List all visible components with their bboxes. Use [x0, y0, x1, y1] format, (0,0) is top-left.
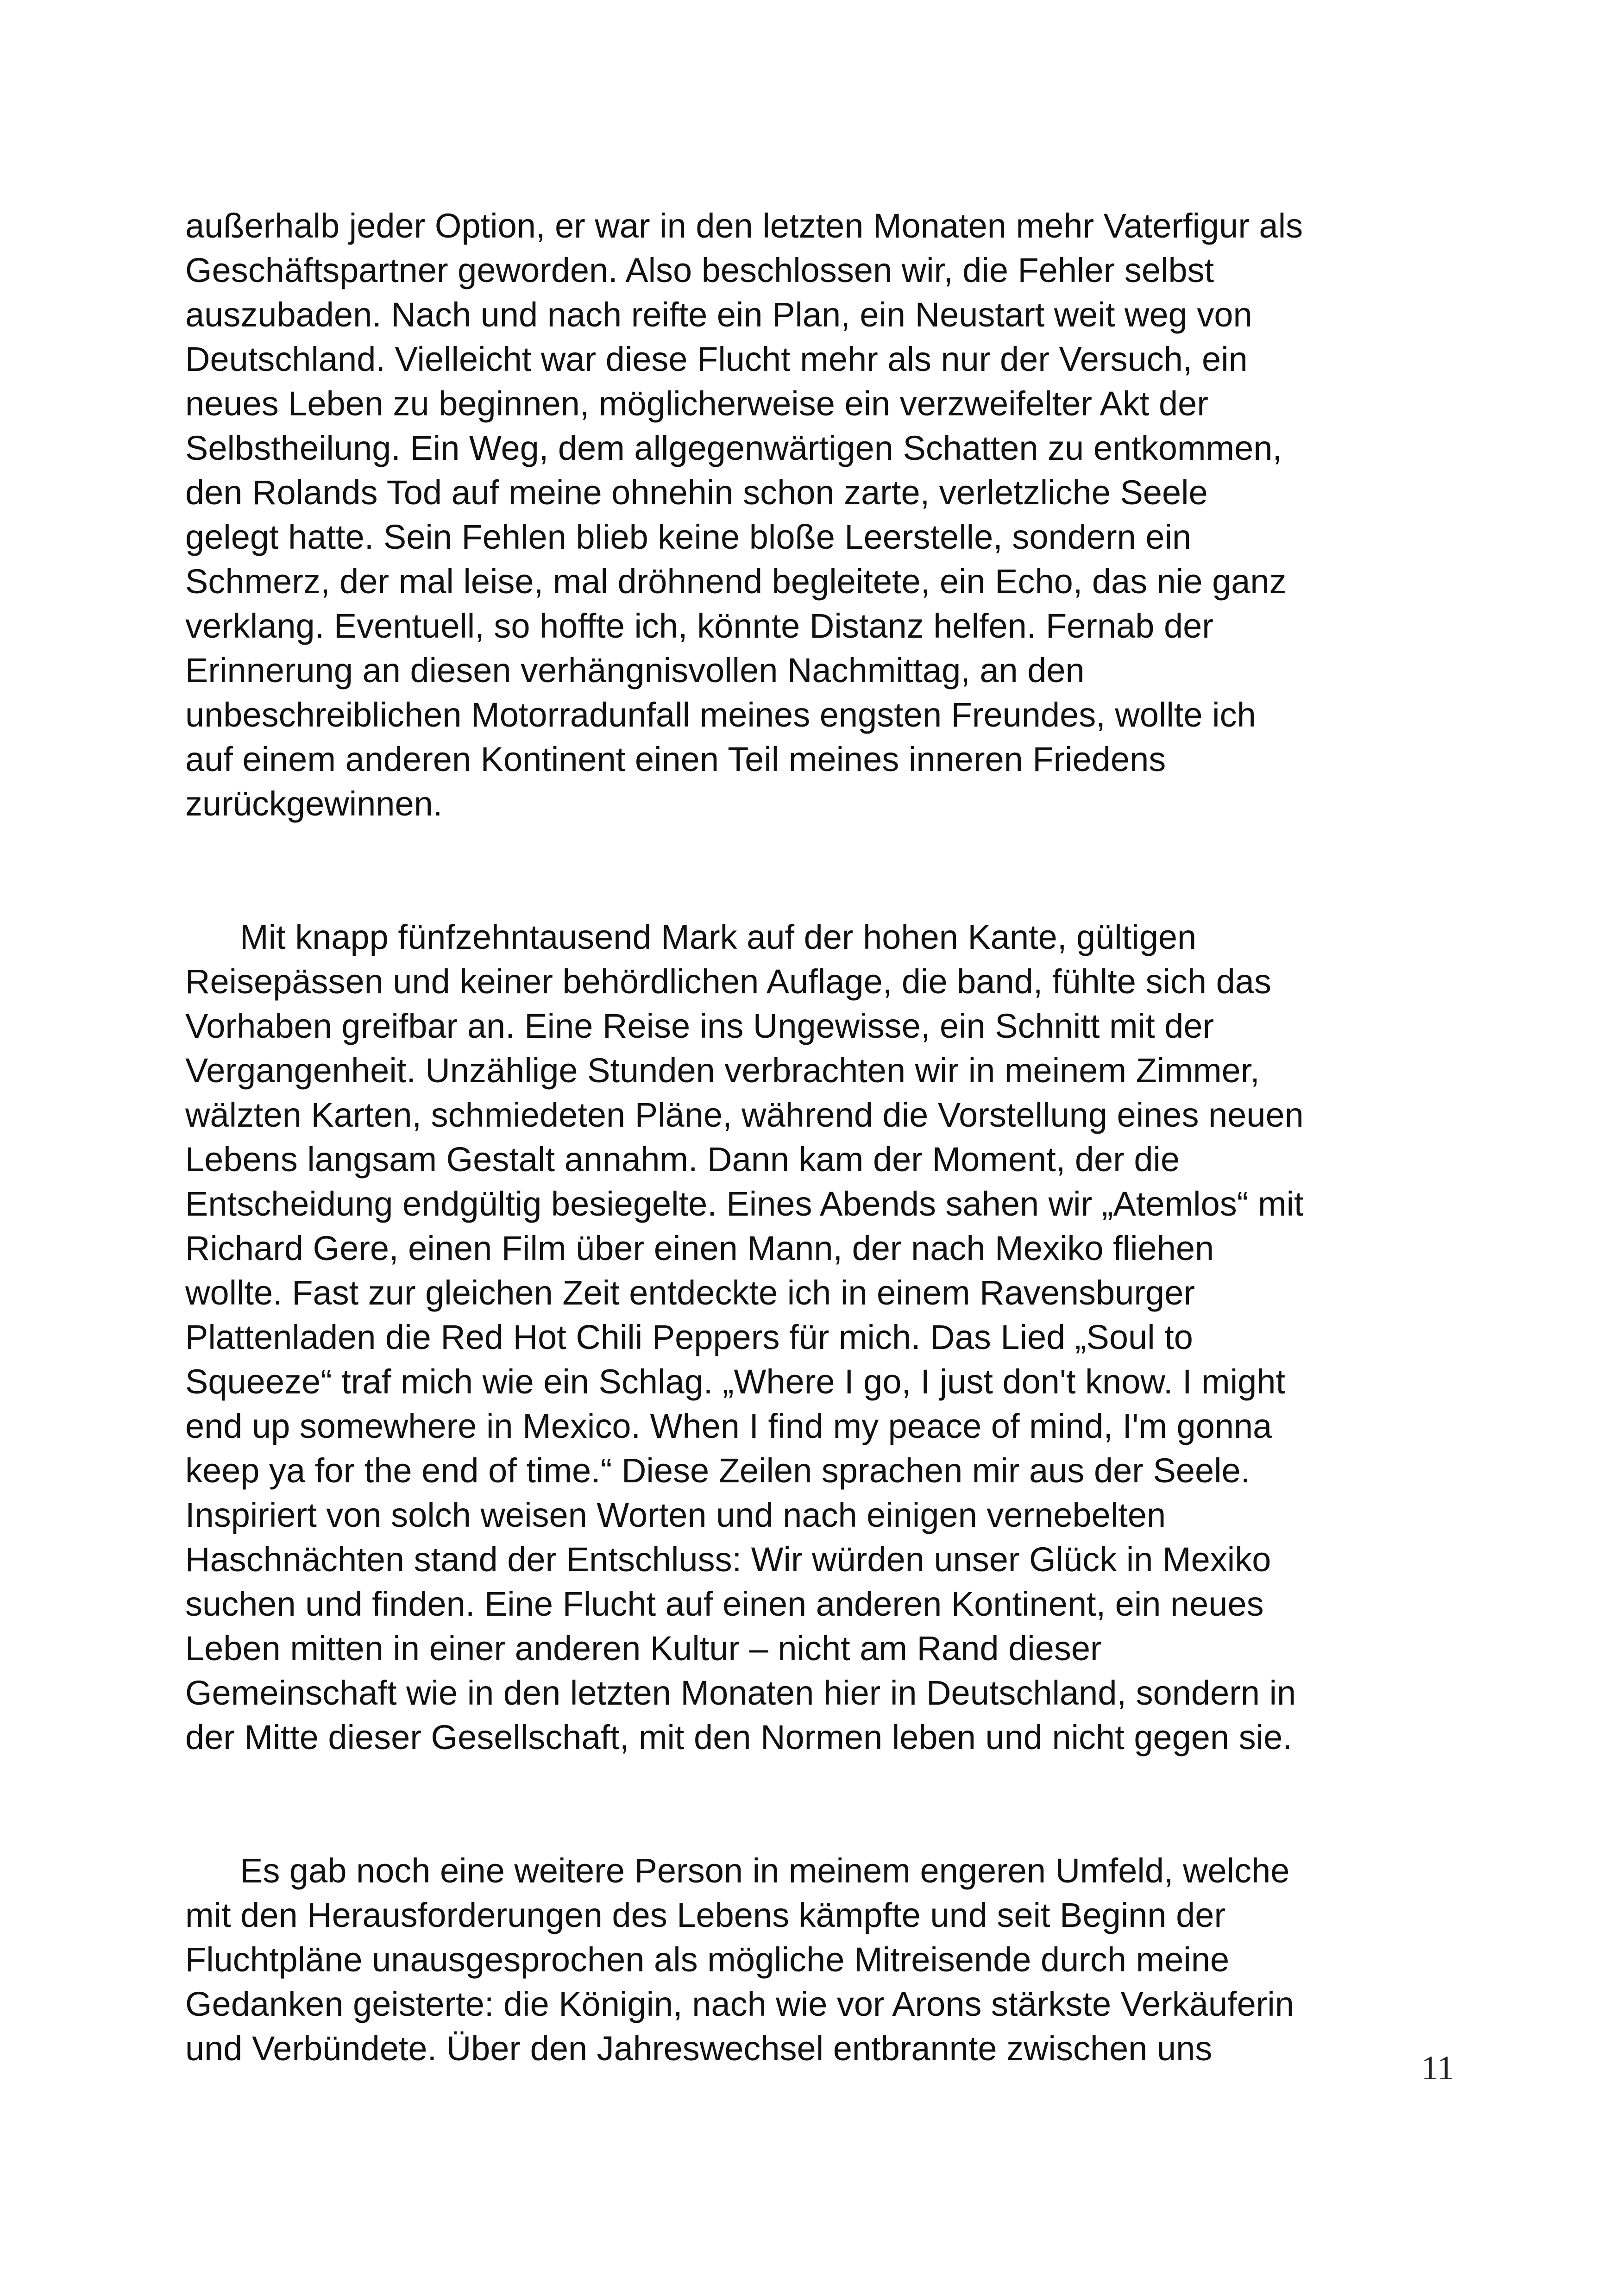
text-line: Vergangenheit. Unzählige Stunden verbrachten wir in meinem Zimmer, [185, 1051, 1260, 1090]
text-line: Reisepässen und keiner behördlichen Auflage, die band, fühlte sich das [185, 962, 1271, 1001]
text-line: Plattenladen die Red Hot Chili Peppers für mich. Das Lied „Soul to [185, 1318, 1193, 1356]
text-line: Haschnächten stand der Entschluss: Wir würden unser Glück in Mexiko [185, 1540, 1271, 1579]
text-line: Vorhaben greifbar an. Eine Reise ins Ungewisse, ein Schnitt mit der [185, 1007, 1214, 1045]
text-line: wollte. Fast zur gleichen Zeit entdeckte ich in einem Ravensburger [185, 1273, 1195, 1312]
text-line: der Mitte dieser Gesellschaft, mit den Normen leben und nicht gegen sie. [185, 1718, 1292, 1757]
text-line: wälzten Karten, schmiedeten Pläne, während die Vorstellung eines neuen [185, 1096, 1304, 1134]
text-line: unbeschreiblichen Motorradunfall meines engsten Freundes, wollte ich [185, 696, 1256, 734]
text-line: auf einem anderen Kontinent einen Teil meines inneren Friedens [185, 740, 1166, 778]
text-line: Gemeinschaft wie in den letzten Monaten hier in Deutschland, sondern in [185, 1674, 1296, 1712]
text-line: Schmerz, der mal leise, mal dröhnend begleitete, ein Echo, das nie ganz [185, 562, 1287, 601]
text-line: Gedanken geisterte: die Königin, nach wie vor Arons stärkste Verkäuferin [185, 1985, 1294, 2023]
text-line: neues Leben zu beginnen, möglicherweise ein verzweifelter Akt der [185, 384, 1208, 423]
text-line: auszubaden. Nach und nach reifte ein Plan, ein Neustart weit weg von [185, 295, 1252, 334]
text-line: Es gab noch eine weitere Person in meinem engeren Umfeld, welche [240, 1851, 1290, 1890]
text-line: end up somewhere in Mexico. When I find my peace of mind, I'm gonna [185, 1407, 1272, 1445]
text-line: Deutschland. Vielleicht war diese Flucht mehr als nur der Versuch, ein [185, 340, 1248, 378]
paragraph [185, 1849, 1464, 2071]
page-number: 11 [1421, 2049, 1454, 2087]
text-line: Leben mitten in einer anderen Kultur – nicht am Rand dieser [185, 1629, 1102, 1668]
text-line: außerhalb jeder Option, er war in den letzten Monaten mehr Vaterfigur als [185, 207, 1303, 245]
text-line: Squeeze“ traf mich wie ein Schlag. „Where I go, I just don't know. I might [185, 1362, 1286, 1401]
paragraph [185, 204, 1464, 826]
body-text [185, 204, 1464, 2071]
text-line: und Verbündete. Über den Jahreswechsel entbrannte zwischen uns [185, 2029, 1213, 2068]
text-line: keep ya for the end of time.“ Diese Zeilen sprachen mir aus der Seele. [185, 1451, 1250, 1490]
text-line: Richard Gere, einen Film über einen Mann, der nach Mexiko fliehen [185, 1229, 1214, 1267]
text-line: zurückgewinnen. [185, 784, 443, 823]
text-line: suchen und finden. Eine Flucht auf einen anderen Kontinent, ein neues [185, 1585, 1264, 1623]
text-line: Fluchtpläne unausgesprochen als mögliche Mitreisende durch meine [185, 1940, 1230, 1979]
text-line: Geschäftspartner geworden. Also beschlossen wir, die Fehler selbst [185, 251, 1214, 289]
paragraph [185, 915, 1464, 1760]
text-line: Mit knapp fünfzehntausend Mark auf der hohen Kante, gültigen [240, 918, 1197, 956]
text-line: gelegt hatte. Sein Fehlen blieb keine bloße Leerstelle, sondern ein [185, 518, 1192, 556]
text-line: Entscheidung endgültig besiegelte. Eines Abends sahen wir „Atemlos“ mit [185, 1185, 1304, 1223]
text-line: verklang. Eventuell, so hoffte ich, könnte Distanz helfen. Fernab der [185, 607, 1213, 645]
text-line: Lebens langsam Gestalt annahm. Dann kam der Moment, der die [185, 1140, 1180, 1179]
text-line: mit den Herausforderungen des Lebens kämpfte und seit Beginn der [185, 1896, 1226, 1934]
text-line: den Rolands Tod auf meine ohnehin schon zarte, verletzliche Seele [185, 473, 1208, 512]
text-line: Selbstheilung. Ein Weg, dem allgegenwärtigen Schatten zu entkommen, [185, 429, 1282, 467]
text-line: Inspiriert von solch weisen Worten und nach einigen vernebelten [185, 1496, 1166, 1534]
text-line: Erinnerung an diesen verhängnisvollen Nachmittag, an den [185, 651, 1085, 690]
